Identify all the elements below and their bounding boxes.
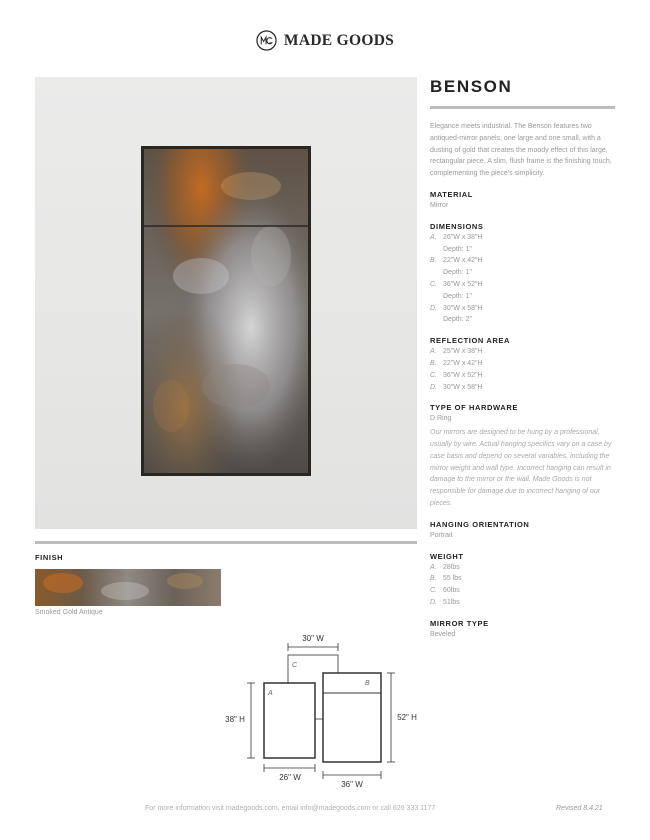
- item-letter: A.: [430, 563, 437, 571]
- dimension-item: [430, 255, 615, 267]
- reflection-value: 25"W x 38"H: [443, 348, 483, 356]
- diagram-label-c: C: [292, 662, 298, 669]
- product-description: Elegance meets industrial. The Benson features two antiqued-mirror panels, one large and one small, with a dusting of gold that creates the moody effect of this large, rectangular piece. A slim, flush frame is the finishing touch, complementing the piece's simplicity.: [430, 123, 612, 178]
- diagram-label-a: A: [268, 690, 273, 697]
- orientation-value: Portrait: [430, 531, 453, 539]
- dimension-item: [430, 303, 615, 315]
- product-title: BENSON: [430, 77, 513, 96]
- orientation-section: [430, 519, 615, 542]
- weight-item: [430, 585, 615, 597]
- dimension-depth: Depth: 1": [443, 269, 472, 277]
- brand-name: MADE GOODS: [283, 31, 395, 49]
- item-letter: D.: [430, 304, 437, 312]
- item-letter: B.: [430, 575, 437, 583]
- dimension-size: 36"W x 52"H: [443, 280, 483, 288]
- weight-heading: WEIGHT: [430, 551, 464, 561]
- reflection-item: [430, 370, 615, 382]
- diagram-bottom-right-width: 36" W: [341, 780, 363, 789]
- revision-date: Revised 8.4.21: [556, 805, 603, 812]
- hanging-disclaimer: Our mirrors are designed to be hung by a professional, usually by wire. Actual hanging specifics vary on a case by case basis and depend on several variables, including the mirror weight and wall type. Incorrect hanging can result in damage to the mirror or the wall. Made Goods is not responsible for damage due to incorrect hanging of our pieces.: [430, 429, 612, 507]
- item-letter: C.: [430, 280, 437, 288]
- diagram-right-height: 52" H: [397, 713, 417, 722]
- reflection-section: [430, 335, 615, 393]
- dimension-item: [430, 232, 615, 244]
- dimension-depth: Depth: 2": [443, 316, 472, 324]
- finish-name: Smoked Gold Antique: [35, 609, 103, 616]
- mirror-type-section: [430, 618, 615, 641]
- item-letter: A.: [430, 233, 437, 241]
- diagram-bottom-left-width: 26" W: [279, 773, 301, 782]
- item-letter: C.: [430, 371, 437, 379]
- item-letter: D.: [430, 598, 437, 606]
- reflection-heading: REFLECTION AREA: [430, 336, 510, 346]
- weight-section: [430, 551, 615, 609]
- material-value: Mirror: [430, 201, 449, 209]
- finish-swatch: [35, 569, 221, 606]
- weight-item: [430, 597, 615, 609]
- item-letter: A.: [430, 348, 437, 356]
- title-divider: [430, 106, 615, 109]
- dimension-depth: Depth: 1": [443, 245, 472, 253]
- brand-header: [0, 30, 650, 51]
- dimension-item: [430, 279, 615, 291]
- footer-contact: For more information visit madegoods.com, email info@madegoods.com or call 626 333 1177: [145, 805, 436, 812]
- hardware-heading: TYPE OF HARDWARE: [430, 403, 518, 413]
- mirror-type-value: Beveled: [430, 630, 456, 638]
- reflection-item: [430, 382, 615, 394]
- diagram-left-height: 38" H: [225, 715, 245, 724]
- product-details: [430, 77, 615, 641]
- item-letter: D.: [430, 383, 437, 391]
- photo-divider: [35, 541, 417, 544]
- diagram-label-b: B: [365, 680, 370, 687]
- dimension-size: 30"W x 58"H: [443, 304, 483, 312]
- reflection-value: 22"W x 42"H: [443, 359, 483, 367]
- mirror-type-heading: MIRROR TYPE: [430, 618, 489, 628]
- reflection-item: [430, 346, 615, 358]
- hardware-section: [430, 402, 615, 509]
- weight-value: 51lbs: [443, 598, 460, 606]
- item-letter: B.: [430, 359, 437, 367]
- reflection-value: 30"W x 58"H: [443, 383, 483, 391]
- weight-item: [430, 562, 615, 574]
- dimensions-heading: DIMENSIONS: [430, 221, 484, 231]
- orientation-heading: HANGING ORIENTATION: [430, 519, 530, 529]
- weight-value: 28lbs: [443, 563, 460, 571]
- dimension-diagram: [215, 625, 430, 795]
- reflection-item: [430, 358, 615, 370]
- material-heading: MATERIAL: [430, 189, 473, 199]
- material-section: [430, 189, 615, 212]
- dimension-depth: Depth: 1": [443, 292, 472, 300]
- dimension-size: 26"W x 38"H: [443, 233, 483, 241]
- weight-item: [430, 573, 615, 585]
- hardware-value: D Ring: [430, 415, 452, 423]
- reflection-value: 36"W x 52"H: [443, 371, 483, 379]
- finish-heading: FINISH: [35, 553, 64, 562]
- dimensions-section: [430, 221, 615, 326]
- item-letter: B.: [430, 257, 437, 265]
- diagram-top-width: 30" W: [302, 634, 324, 643]
- weight-value: 55 lbs: [443, 575, 462, 583]
- weight-value: 60lbs: [443, 587, 460, 595]
- dimension-size: 22"W x 42"H: [443, 257, 483, 265]
- mirror-image: [141, 146, 311, 476]
- mg-monogram-icon: [256, 30, 277, 51]
- item-letter: C.: [430, 587, 437, 595]
